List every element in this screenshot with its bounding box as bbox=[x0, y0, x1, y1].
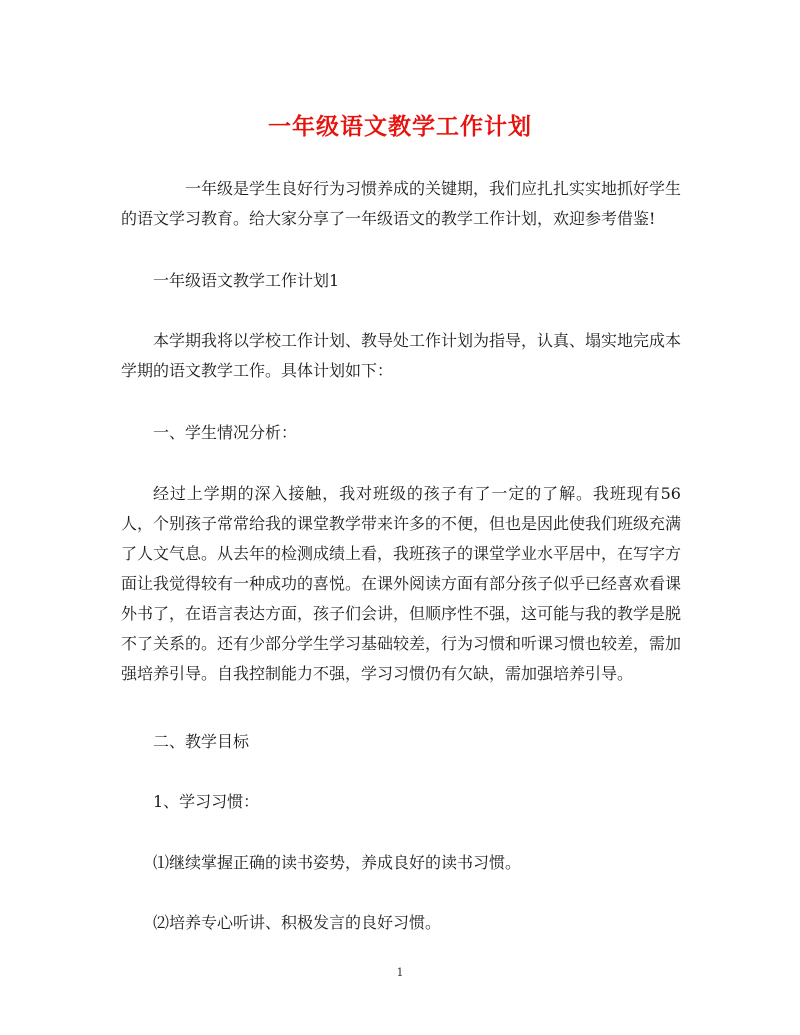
subheading-study-habits: 1、学习习惯： bbox=[153, 792, 260, 811]
list-item-reading-posture: ⑴继续掌握正确的读书姿势，养成良好的读书习惯。 bbox=[153, 853, 522, 872]
section-heading-student-analysis: 一、学生情况分析： bbox=[153, 423, 298, 442]
page-number: 1 bbox=[396, 966, 404, 979]
section-heading-plan-1: 一年级语文教学工作计划1 bbox=[153, 271, 340, 290]
section-heading-teaching-goals: 二、教学目标 bbox=[153, 732, 250, 751]
list-item-listening-habits: ⑵培养专心听讲、积极发言的良好习惯。 bbox=[153, 913, 442, 932]
student-analysis-paragraph: 经过上学期的深入接触，我对班级的孩子有了一定的了解。我班现有56人，个别孩子常常给我的课堂教学带来许多的不便，但也是因此使我们班级充满了人文气息。从去年的检测成绩上看，我班孩子的课堂学业水平居中，在写字方面让我觉得较有一种成功的喜悦。在课外阅读方面有部分孩子似乎已经喜欢看课外书了，在语言表达方面，孩子们会讲，但顺序性不强，这可能与我的教学是脱不了关系的。还有少部分学生学习基础较差，行为习惯和听课习惯也较差，需加强培养引导。自我控制能力不强，学习习惯仍有欠缺，需加强培养引导。 bbox=[121, 484, 682, 683]
document-title: 一年级语文教学工作计划 bbox=[268, 113, 532, 140]
plan-intro-paragraph: 本学期我将以学校工作计划、教导处工作计划为指导，认真、塌实地完成本学期的语文教学工作。具体计划如下： bbox=[121, 331, 682, 380]
intro-paragraph: 一年级是学生良好行为习惯养成的关键期，我们应扎扎实实地抓好学生的语文学习教育。给大家分享了一年级语文的教学工作计划，欢迎参考借鉴! bbox=[121, 179, 682, 228]
